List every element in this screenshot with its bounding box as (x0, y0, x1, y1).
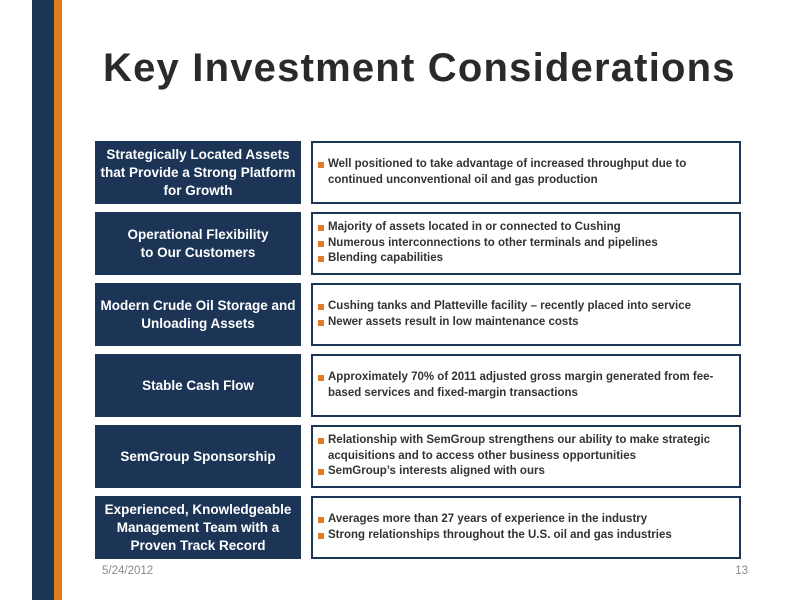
row-label-line: Unloading Assets (141, 315, 255, 331)
row-label-line: that Provide a Strong Platform (100, 164, 296, 180)
row-label-line: Operational Flexibility (127, 226, 269, 242)
bullet-text: Strong relationships throughout the U.S. oil and gas industries (328, 528, 672, 541)
bullet-text: Majority of assets located in or connected to Cushing (328, 221, 621, 234)
orange-square-bullet-icon (318, 162, 324, 168)
bullet-text: SemGroup’s interests aligned with ours (328, 465, 545, 478)
consideration-row (95, 141, 741, 204)
bullet-item (318, 315, 733, 331)
row-label-box (95, 283, 301, 346)
orange-square-bullet-icon (318, 256, 324, 262)
bullet-item (318, 236, 733, 252)
row-content-box (311, 496, 741, 559)
bullet-item (318, 370, 733, 401)
orange-square-bullet-icon (318, 517, 324, 523)
bullet-text: Averages more than 27 years of experience in the industry (328, 513, 648, 525)
bullet-text: Approximately 70% of 2011 adjusted gross margin generated from fee-based services and fixed-margin transactions (328, 371, 714, 399)
consideration-row (95, 496, 741, 559)
orange-square-bullet-icon (318, 375, 324, 381)
orange-square-bullet-icon (318, 469, 324, 475)
row-content-box (311, 212, 741, 275)
orange-square-bullet-icon (318, 438, 324, 444)
row-content-box (311, 283, 741, 346)
bullet-item (318, 299, 733, 315)
row-label-line: Strategically Located Assets (106, 146, 290, 162)
row-label-box (95, 141, 301, 204)
bullet-item (318, 433, 733, 464)
row-label-box (95, 354, 301, 417)
bullet-item (318, 464, 733, 480)
consideration-row (95, 283, 741, 346)
consideration-row (95, 425, 741, 488)
bullet-text: Numerous interconnections to other terminals and pipelines (328, 236, 658, 249)
row-label-box (95, 425, 301, 488)
bullet-item (318, 251, 733, 267)
orange-side-bar (54, 0, 62, 600)
row-label-line: Management Team with a (116, 519, 280, 535)
bullet-item (318, 157, 733, 188)
bullet-item (318, 220, 733, 236)
bullet-item (318, 528, 733, 544)
row-label-line: Stable Cash Flow (142, 377, 254, 393)
orange-square-bullet-icon (318, 533, 324, 539)
row-label-box (95, 212, 301, 275)
page-number: 13 (735, 565, 748, 577)
row-label-line: for Growth (163, 182, 233, 198)
bullet-text: Relationship with SemGroup strengthens our ability to make strategic acquisitions and to access other business opportunities (328, 434, 711, 462)
row-label-line: SemGroup Sponsorship (120, 448, 276, 464)
row-content-box (311, 141, 741, 204)
row-label-line: Modern Crude Oil Storage and (100, 297, 296, 313)
consideration-row (95, 354, 741, 417)
orange-square-bullet-icon (318, 320, 324, 326)
consideration-row (95, 212, 741, 275)
bullet-text: Cushing tanks and Platteville facility – recently placed into service (328, 300, 692, 312)
orange-square-bullet-icon (318, 225, 324, 231)
row-label-line: Proven Track Record (130, 537, 266, 553)
row-content-box (311, 425, 741, 488)
footer-date: 5/24/2012 (102, 565, 154, 577)
orange-square-bullet-icon (318, 241, 324, 247)
row-label-line: Experienced, Knowledgeable (104, 501, 292, 517)
row-content-box (311, 354, 741, 417)
bullet-text: Blending capabilities (328, 252, 444, 265)
row-label-box (95, 496, 301, 559)
page-title: Key Investment Considerations (103, 46, 736, 90)
bullet-text: Newer assets result in low maintenance costs (328, 315, 579, 328)
bullet-item (318, 512, 733, 528)
orange-square-bullet-icon (318, 304, 324, 310)
navy-side-bar (32, 0, 54, 600)
row-label-line: to Our Customers (140, 244, 256, 260)
bullet-text: Well positioned to take advantage of increased throughput due to continued unconventional oil and gas production (328, 158, 687, 186)
